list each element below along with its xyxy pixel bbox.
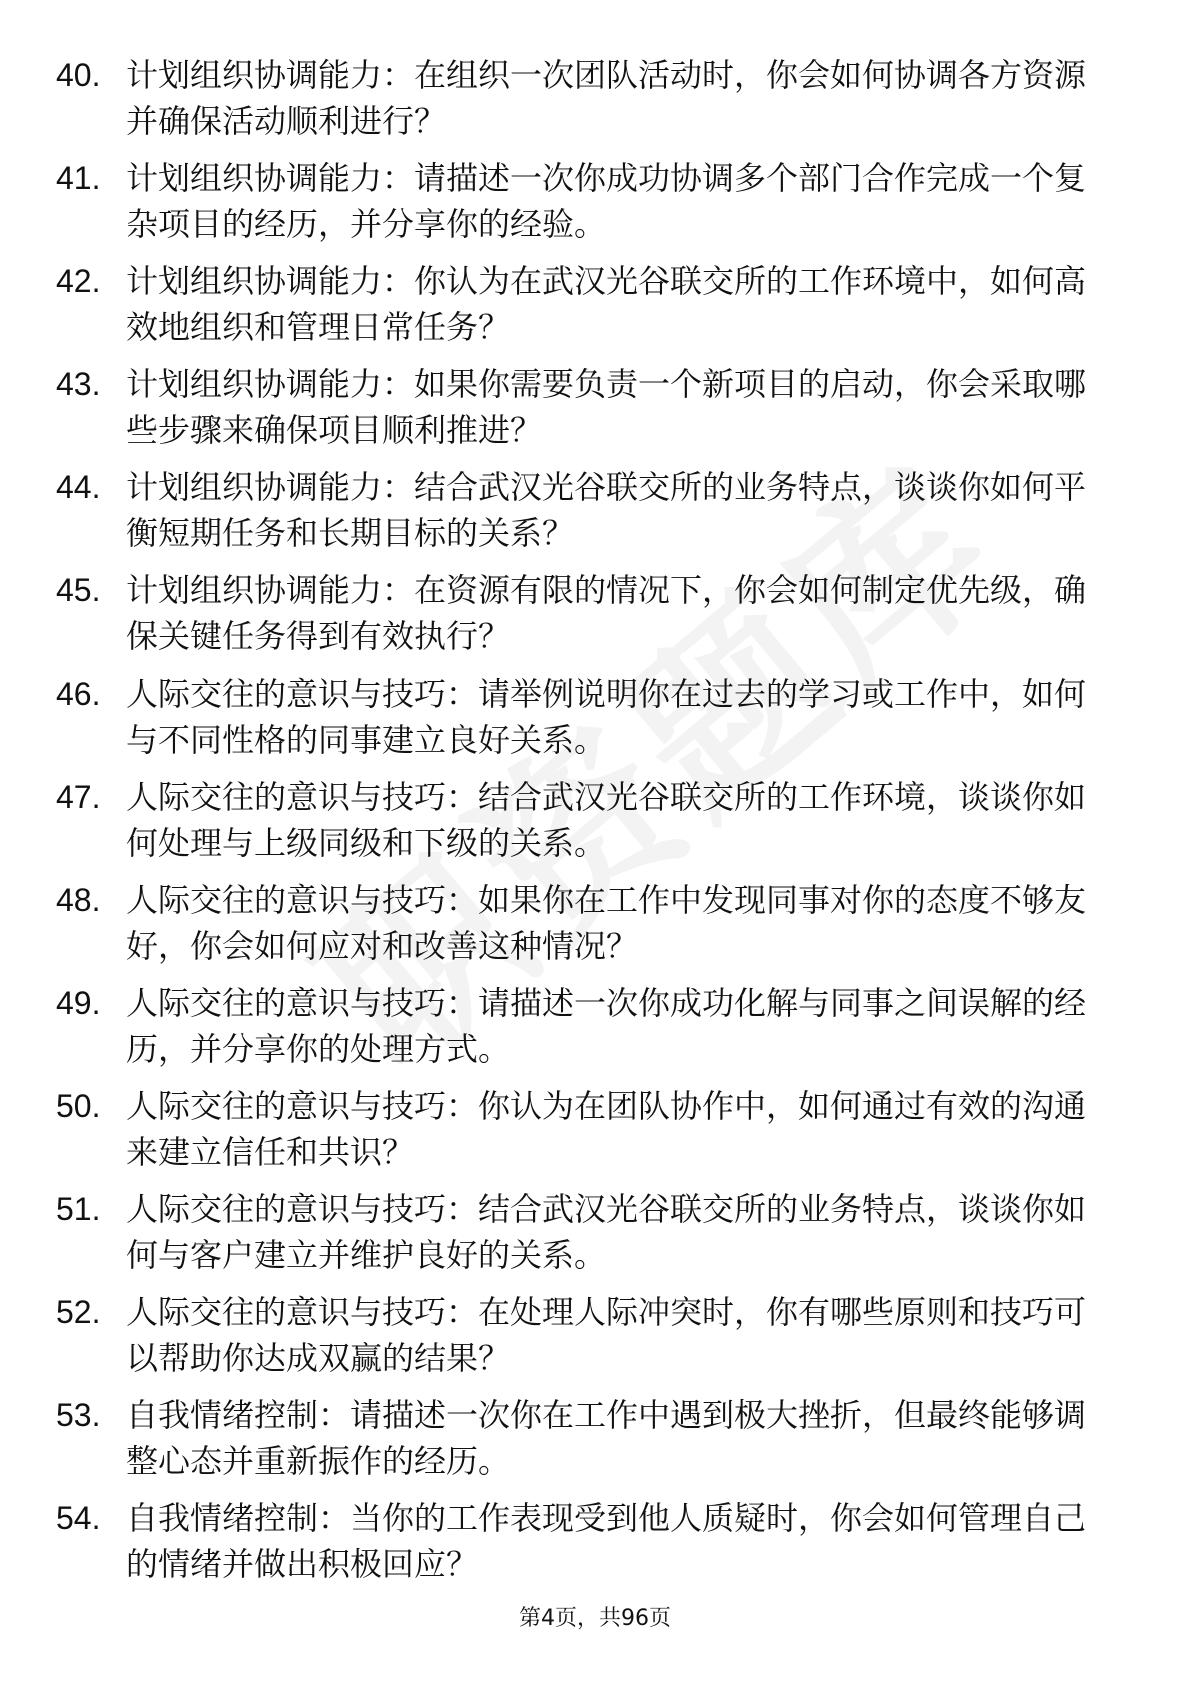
question-text: 人际交往的意识与技巧：你认为在团队协作中，如何通过有效的沟通来建立信任和共识？ — [126, 1086, 1087, 1171]
question-text: 人际交往的意识与技巧：请描述一次你成功化解与同事之间误解的经历，并分享你的处理方式。 — [126, 983, 1087, 1068]
question-item — [56, 1186, 1116, 1278]
question-text: 人际交往的意识与技巧：如果你在工作中发现同事对你的态度不够友好，你会如何应对和改善这种情况？ — [126, 880, 1087, 965]
question-item — [56, 52, 1116, 144]
question-number: 54. — [56, 1500, 101, 1537]
question-number: 52. — [56, 1294, 101, 1331]
question-number: 47. — [56, 778, 101, 815]
question-text: 计划组织协调能力：如果你需要负责一个新项目的启动，你会采取哪些步骤来确保项目顺利推进？ — [126, 365, 1087, 450]
question-number: 42. — [56, 263, 101, 300]
question-item — [56, 464, 1116, 556]
question-text: 人际交往的意识与技巧：结合武汉光谷联交所的工作环境，谈谈你如何处理与上级同级和下级的关系。 — [126, 777, 1087, 862]
question-number: 53. — [56, 1397, 101, 1434]
question-text: 自我情绪控制：请描述一次你在工作中遇到极大挫折，但最终能够调整心态并重新振作的经历。 — [126, 1396, 1087, 1481]
question-item — [56, 877, 1116, 969]
question-number: 45. — [56, 572, 101, 609]
question-text: 自我情绪控制：当你的工作表现受到他人质疑时，你会如何管理自己的情绪并做出积极回应？ — [126, 1499, 1087, 1584]
question-item — [56, 258, 1116, 350]
question-item — [56, 671, 1116, 763]
question-item — [56, 774, 1116, 866]
question-text: 人际交往的意识与技巧：在处理人际冲突时，你有哪些原则和技巧可以帮助你达成双赢的结果？ — [126, 1293, 1087, 1378]
question-list — [56, 52, 1116, 1598]
question-number: 51. — [56, 1191, 101, 1228]
question-item — [56, 155, 1116, 247]
question-text: 计划组织协调能力：你认为在武汉光谷联交所的工作环境中，如何高效地组织和管理日常任务？ — [126, 262, 1087, 347]
question-item — [56, 1083, 1116, 1175]
question-number: 50. — [56, 1087, 101, 1124]
question-text: 计划组织协调能力：结合武汉光谷联交所的业务特点，谈谈你如何平衡短期任务和长期目标的关系？ — [126, 468, 1087, 553]
question-number: 40. — [56, 57, 101, 93]
question-item — [56, 1289, 1116, 1381]
question-number: 41. — [56, 160, 101, 197]
question-item — [56, 361, 1116, 453]
question-number: 49. — [56, 984, 101, 1021]
question-item — [56, 980, 1116, 1072]
question-number: 44. — [56, 469, 101, 506]
question-number: 46. — [56, 675, 101, 712]
question-text: 人际交往的意识与技巧：结合武汉光谷联交所的业务特点，谈谈你如何与客户建立并维护良好的关系。 — [126, 1190, 1087, 1275]
question-item — [56, 567, 1116, 659]
question-number: 48. — [56, 881, 101, 918]
question-item — [56, 1495, 1116, 1587]
question-text: 人际交往的意识与技巧：请举例说明你在过去的学习或工作中，如何与不同性格的同事建立良好关系。 — [126, 674, 1087, 759]
question-text: 计划组织协调能力：请描述一次你成功协调多个部门合作完成一个复杂项目的经历，并分享你的经验。 — [126, 159, 1087, 244]
page-footer: 第4页，共96页 — [519, 1606, 671, 1631]
question-number: 43. — [56, 366, 101, 403]
question-text: 计划组织协调能力：在资源有限的情况下，你会如何制定优先级，确保关键任务得到有效执行？ — [126, 571, 1087, 656]
question-text: 计划组织协调能力：在组织一次团队活动时，你会如何协调各方资源并确保活动顺利进行？ — [126, 56, 1087, 140]
question-item — [56, 1392, 1116, 1484]
